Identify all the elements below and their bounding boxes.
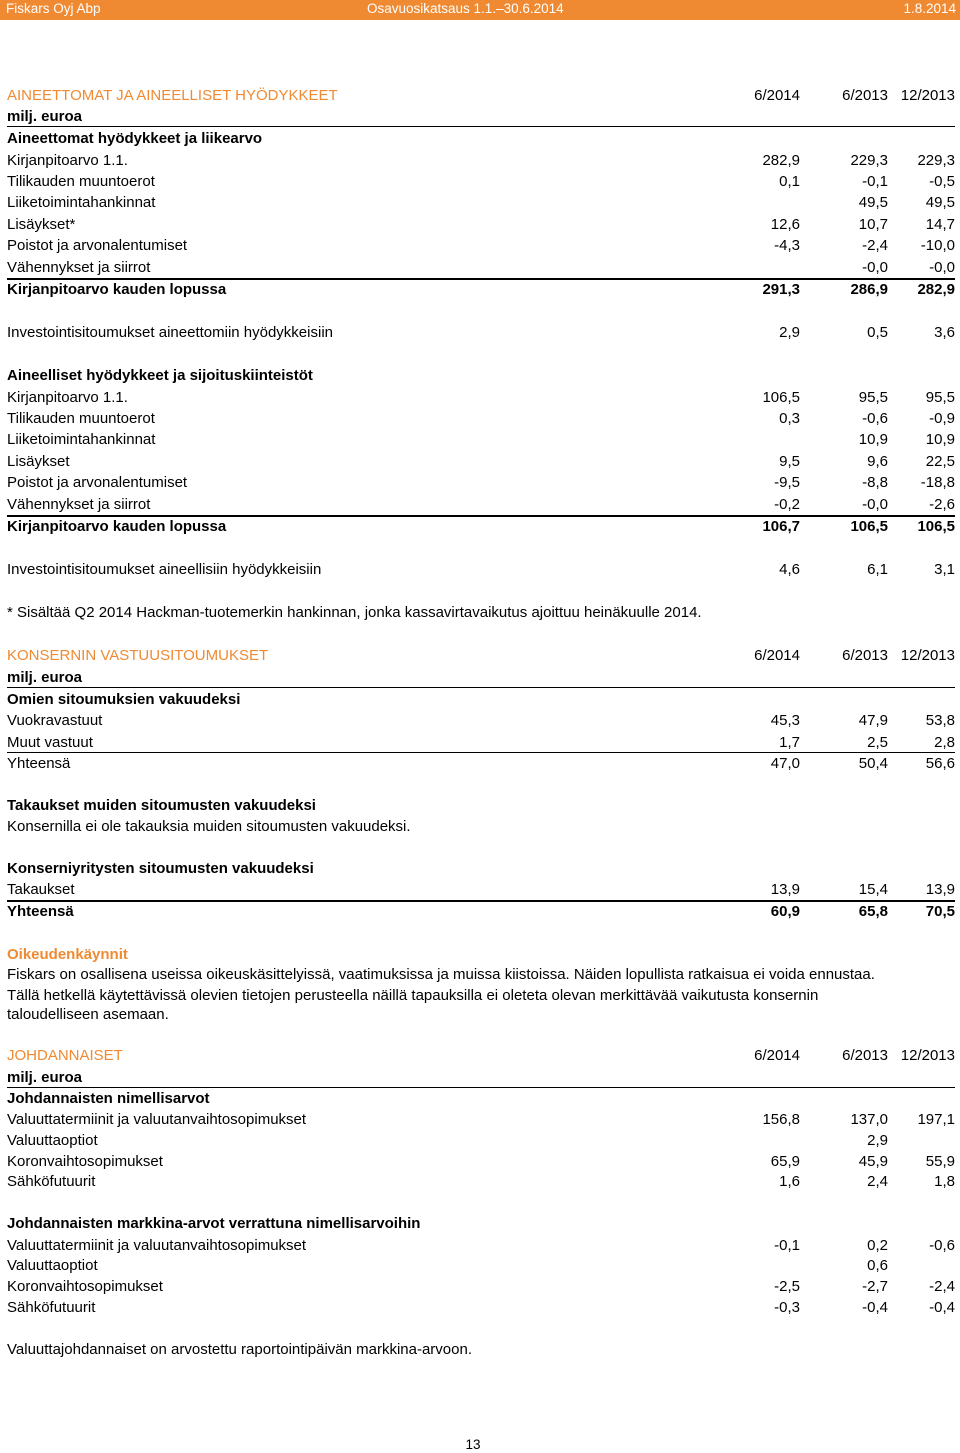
row-label: Kirjanpitoarvo 1.1.	[7, 152, 128, 169]
col-header: 12/2013	[900, 87, 955, 104]
cell: 50,4	[858, 755, 888, 772]
cell: -0,2	[774, 496, 800, 513]
divider	[7, 126, 955, 127]
divider	[7, 687, 955, 688]
subsection-heading	[7, 365, 955, 386]
subsection-heading	[7, 1213, 955, 1234]
cell: 65,9	[770, 1153, 800, 1170]
cell: 49,5	[925, 194, 955, 211]
col-header: 6/2013	[842, 87, 888, 104]
row-label: Kirjanpitoarvo kauden lopussa	[7, 518, 227, 535]
cell: -0,4	[862, 1299, 888, 1316]
unit-row	[7, 1067, 955, 1088]
row-label: Valuuttatermiinit ja valuutanvaihtosopimukset	[7, 1237, 307, 1254]
section-title: JOHDANNAISET	[7, 1047, 123, 1064]
row-label: Sähköfutuurit	[7, 1173, 96, 1190]
table-row	[7, 451, 955, 472]
cell: 291,3	[762, 281, 800, 298]
paragraph-line: taloudelliseen asemaan.	[7, 1006, 169, 1023]
table-row	[7, 1255, 955, 1276]
text-row	[7, 964, 955, 985]
row-label: Valuuttaoptiot	[7, 1257, 98, 1274]
cell: 106,5	[850, 518, 888, 535]
row-label: Poistot ja arvonalentumiset	[7, 474, 188, 491]
subsection-heading	[7, 858, 955, 879]
subsection-heading	[7, 1088, 955, 1109]
note-text: Konsernilla ei ole takauksia muiden sitoumusten vakuudeksi.	[7, 818, 411, 835]
table-row	[7, 235, 955, 256]
cell: 9,6	[867, 453, 888, 470]
heading-tangible: Aineelliset hyödykkeet ja sijoituskiinteistöt	[7, 367, 313, 384]
row-label: Valuuttatermiinit ja valuutanvaihtosopimukset	[7, 1111, 307, 1128]
assets-title-row	[7, 85, 955, 106]
row-label: Lisäykset*	[7, 216, 76, 233]
cell: -2,5	[774, 1278, 800, 1295]
heading-other-guarantees: Takaukset muiden sitoumusten vakuudeksi	[7, 797, 316, 814]
commitment-row	[7, 322, 955, 343]
col-header: 6/2014	[754, 647, 800, 664]
cell: 2,9	[867, 1132, 888, 1149]
row-label: Sähköfutuurit	[7, 1299, 96, 1316]
note-text: Valuuttajohdannaiset on arvostettu raportointipäivän markkina-arvoon.	[7, 1341, 472, 1358]
total-row	[7, 279, 955, 300]
table-row	[7, 387, 955, 408]
col-header: 6/2014	[754, 1047, 800, 1064]
cell: -0,1	[774, 1237, 800, 1254]
heading-group-commitments: Konserniyritysten sitoumusten vakuudeksi	[7, 860, 314, 877]
cell: 49,5	[858, 194, 888, 211]
cell: -2,4	[929, 1278, 955, 1295]
cell: 10,9	[925, 431, 955, 448]
cell: -0,3	[774, 1299, 800, 1316]
cell: 45,9	[858, 1153, 888, 1170]
col-header: 12/2013	[900, 1047, 955, 1064]
derivatives-title-row	[7, 1045, 955, 1066]
heading-intangible: Aineettomat hyödykkeet ja liikearvo	[7, 130, 263, 147]
cell: 53,8	[925, 712, 955, 729]
row-label: Vähennykset ja siirrot	[7, 496, 151, 513]
cell: -0,6	[862, 410, 888, 427]
cell: 15,4	[858, 881, 888, 898]
row-label: Investointisitoumukset aineettomiin hyödykkeisiin	[7, 324, 333, 341]
cell: 197,1	[917, 1111, 955, 1128]
commitment-row	[7, 559, 955, 580]
table-row	[7, 192, 955, 213]
cell: 56,6	[925, 755, 955, 772]
cell: 282,9	[917, 281, 955, 298]
cell: 106,7	[762, 518, 800, 535]
table-row	[7, 1130, 955, 1151]
cell: -2,6	[929, 496, 955, 513]
cell: 47,9	[858, 712, 888, 729]
row-label: Liiketoimintahankinnat	[7, 194, 156, 211]
row-label: Muut vastuut	[7, 734, 93, 751]
cell: 13,9	[925, 881, 955, 898]
table-row	[7, 494, 955, 515]
cell: 2,5	[867, 734, 888, 751]
cell: 282,9	[762, 152, 800, 169]
row-label: Lisäykset	[7, 453, 70, 470]
cell: 22,5	[925, 453, 955, 470]
paragraph-line: Tällä hetkellä käytettävissä olevien tietojen perusteella näillä tapauksilla ei oleteta olevan merkittävää vaikutusta konsernin	[7, 987, 819, 1004]
company-name: Fiskars Oyj Abp	[6, 1, 101, 16]
cell: -2,7	[862, 1278, 888, 1295]
unit-row	[7, 667, 955, 688]
cell: 0,3	[779, 410, 800, 427]
row-label: Vuokravastuut	[7, 712, 103, 729]
cell: 4,6	[779, 561, 800, 578]
cell: 65,8	[858, 903, 888, 920]
total-row	[7, 516, 955, 537]
cell: -10,0	[920, 237, 955, 254]
cell: -2,4	[862, 237, 888, 254]
col-header: 6/2014	[754, 87, 800, 104]
cell: 55,9	[925, 1153, 955, 1170]
unit-label: milj. euroa	[7, 669, 83, 686]
text-row	[7, 1004, 955, 1025]
cell: 229,3	[850, 152, 888, 169]
cell: 137,0	[850, 1111, 888, 1128]
text-row	[7, 816, 955, 837]
table-row	[7, 150, 955, 171]
page-header	[0, 0, 960, 20]
table-row	[7, 879, 955, 900]
subsection-heading	[7, 689, 955, 710]
cell: 10,9	[858, 431, 888, 448]
cell: -0,0	[862, 259, 888, 276]
table-row	[7, 732, 955, 753]
table-row	[7, 171, 955, 192]
section-title: AINEETTOMAT JA AINEELLISET HYÖDYKKEET	[7, 87, 338, 104]
cell: -0,1	[862, 173, 888, 190]
subsection-heading	[7, 795, 955, 816]
cell: 1,7	[779, 734, 800, 751]
table-row	[7, 257, 955, 278]
table-row	[7, 1297, 955, 1318]
cell: -0,6	[929, 1237, 955, 1254]
row-label: Takaukset	[7, 881, 75, 898]
cell: -18,8	[920, 474, 955, 491]
total-row	[7, 901, 955, 922]
cell: 13,9	[770, 881, 800, 898]
heading-own-commitments: Omien sitoumuksien vakuudeksi	[7, 691, 241, 708]
heading-nominal: Johdannaisten nimellisarvot	[7, 1090, 210, 1107]
text-row	[7, 1339, 955, 1360]
table-row	[7, 214, 955, 235]
cell: 2,9	[779, 324, 800, 341]
row-label: Yhteensä	[7, 755, 71, 772]
cell: 0,2	[867, 1237, 888, 1254]
subsection-heading	[7, 128, 955, 149]
row-label: Kirjanpitoarvo kauden lopussa	[7, 281, 227, 298]
row-label: Koronvaihtosopimukset	[7, 1278, 163, 1295]
row-label: Koronvaihtosopimukset	[7, 1153, 163, 1170]
report-title: Osavuosikatsaus 1.1.–30.6.2014	[367, 1, 564, 16]
table-row	[7, 1235, 955, 1256]
cell: 0,6	[867, 1257, 888, 1274]
cell: -0,5	[929, 173, 955, 190]
cell: 0,1	[779, 173, 800, 190]
table-row	[7, 1109, 955, 1130]
row-label: Liiketoimintahankinnat	[7, 431, 156, 448]
cell: 106,5	[762, 389, 800, 406]
cell: 2,8	[934, 734, 955, 751]
commitments-title-row	[7, 645, 955, 666]
cell: 47,0	[770, 755, 800, 772]
cell: 12,6	[770, 216, 800, 233]
unit-row	[7, 106, 955, 127]
cell: 3,1	[934, 561, 955, 578]
table-row	[7, 472, 955, 493]
unit-label: milj. euroa	[7, 1069, 83, 1086]
cell: -9,5	[774, 474, 800, 491]
table-row	[7, 429, 955, 450]
cell: -0,0	[862, 496, 888, 513]
section-title: KONSERNIN VASTUUSITOUMUKSET	[7, 647, 269, 664]
cell: 106,5	[917, 518, 955, 535]
text-row	[7, 985, 955, 1006]
cell: -4,3	[774, 237, 800, 254]
cell: 286,9	[850, 281, 888, 298]
table-row	[7, 710, 955, 731]
row-label: Vähennykset ja siirrot	[7, 259, 151, 276]
row-label: Tilikauden muuntoerot	[7, 410, 155, 427]
table-row	[7, 1151, 955, 1172]
row-label: Tilikauden muuntoerot	[7, 173, 155, 190]
report-date: 1.8.2014	[903, 1, 956, 16]
cell: -8,8	[862, 474, 888, 491]
footnote: * Sisältää Q2 2014 Hackman-tuotemerkin hankinnan, jonka kassavirtavaikutus ajoittuu heinäkuulle 2014.	[7, 604, 702, 621]
cell: 95,5	[925, 389, 955, 406]
unit-label: milj. euroa	[7, 108, 83, 125]
row-label: Yhteensä	[7, 903, 74, 920]
row-label: Poistot ja arvonalentumiset	[7, 237, 188, 254]
table-row	[7, 1171, 955, 1192]
section-title: Oikeudenkäynnit	[7, 946, 128, 963]
cell: 6,1	[867, 561, 888, 578]
cell: -0,0	[929, 259, 955, 276]
litigation-title-row	[7, 944, 955, 965]
cell: 229,3	[917, 152, 955, 169]
cell: 14,7	[925, 216, 955, 233]
cell: -0,4	[929, 1299, 955, 1316]
cell: 1,8	[934, 1173, 955, 1190]
cell: -0,9	[929, 410, 955, 427]
cell: 10,7	[858, 216, 888, 233]
col-header: 6/2013	[842, 1047, 888, 1064]
cell: 60,9	[770, 903, 800, 920]
paragraph-line: Fiskars on osallisena useissa oikeuskäsittelyissä, vaatimuksissa ja muissa kiistoissa. Näiden lopullista ratkaisua ei voida ennustaa.	[7, 966, 875, 983]
total-row	[7, 753, 955, 774]
cell: 9,5	[779, 453, 800, 470]
heading-market-values: Johdannaisten markkina-arvot verrattuna nimellisarvoihin	[7, 1215, 421, 1232]
row-label: Valuuttaoptiot	[7, 1132, 98, 1149]
cell: 95,5	[858, 389, 888, 406]
cell: 2,4	[867, 1173, 888, 1190]
cell: 45,3	[770, 712, 800, 729]
cell: 1,6	[779, 1173, 800, 1190]
row-label: Kirjanpitoarvo 1.1.	[7, 389, 128, 406]
page-number: 13	[465, 1437, 481, 1452]
cell: 3,6	[934, 324, 955, 341]
table-row	[7, 1276, 955, 1297]
row-label: Investointisitoumukset aineellisiin hyödykkeisiin	[7, 561, 322, 578]
cell: 156,8	[762, 1111, 800, 1128]
col-header: 6/2013	[842, 647, 888, 664]
table-row	[7, 408, 955, 429]
cell: 70,5	[925, 903, 955, 920]
cell: 0,5	[867, 324, 888, 341]
col-header: 12/2013	[900, 647, 955, 664]
